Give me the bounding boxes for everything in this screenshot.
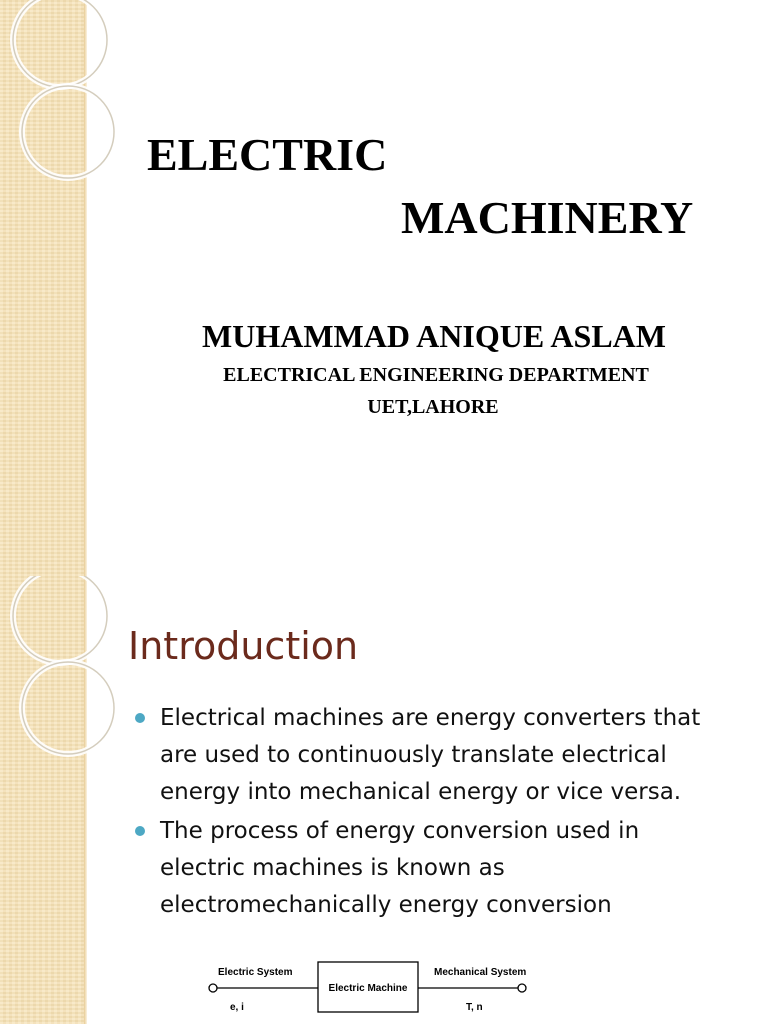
energy-conversion-diagram [200,954,540,1018]
electric-system-label: Electric System [218,967,293,978]
bullet-line: energy into mechanical energy or vice versa. [160,779,682,805]
mechanical-system-label: Mechanical System [434,967,527,978]
terminal-icon [518,984,526,992]
bullet-line: Electrical machines are energy converters that [160,705,701,731]
department: ELECTRICAL ENGINEERING DEPARTMENT [223,364,649,386]
bullet-line: are used to continuously translate electrical [160,742,667,768]
intro-slide [0,576,768,1024]
bullet-item [135,700,745,811]
university: UET,LAHORE [367,396,499,418]
decorative-rings-icon [0,576,120,776]
bullet-line: The process of energy conversion used in [160,818,640,844]
bullet-line: electric machines is known as [160,855,505,881]
bullet-line: electromechanically energy conversion [160,892,612,918]
bullet-item [135,813,745,924]
decorative-rings-icon [0,0,120,200]
title-line-1: ELECTRIC [147,129,388,180]
bullet-list [135,700,745,926]
slide-heading: Introduction [128,624,359,668]
terminal-icon [209,984,217,992]
electric-machine-label: Electric Machine [328,983,408,994]
author-name: MUHAMMAD ANIQUE ASLAM [202,318,666,354]
electric-system-vars: e, i [230,1002,244,1013]
mechanical-system-vars: T, n [466,1002,483,1013]
bullet-icon [135,713,145,723]
bullet-icon [135,826,145,836]
title-line-2: MACHINERY [401,192,694,243]
